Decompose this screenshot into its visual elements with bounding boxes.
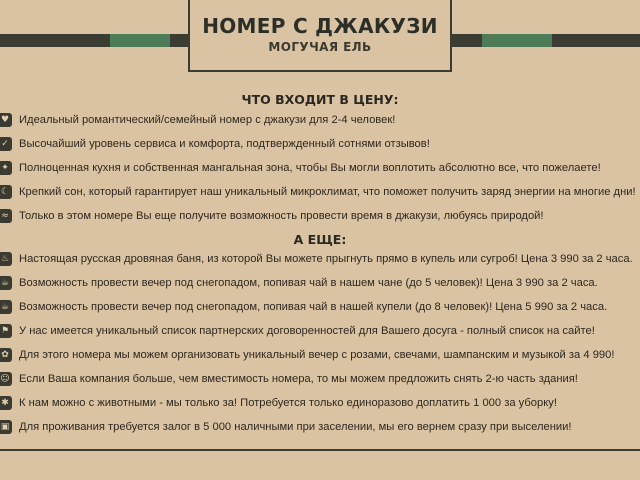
list-item bbox=[0, 322, 640, 340]
list-item-text: Для этого номера мы можем организовать уникальный вечер с розами, свечами, шампанским и музыкой за 4 990! bbox=[19, 349, 615, 361]
list-item bbox=[0, 207, 640, 225]
header-stripe-right bbox=[452, 34, 640, 47]
list-item bbox=[0, 346, 640, 364]
list-item bbox=[0, 250, 640, 268]
stripe-accent bbox=[110, 34, 170, 47]
list-item-text: У нас имеется уникальный список партнерских договоренностей для Вашего досуга - полный список на сайте! bbox=[19, 325, 595, 337]
list-item-text: Возможность провести вечер под снегопадом, попивая чай в нашей купели (до 8 человек)! Цена 5 990 за 2 часа. bbox=[19, 301, 608, 313]
thumbs-up-icon: ✓ bbox=[0, 137, 12, 151]
list-item bbox=[0, 370, 640, 388]
sleep-icon: ☾ bbox=[0, 185, 12, 199]
list-item-text: Возможность провести вечер под снегопадом, попивая чай в нашем чане (до 5 человек)! Цена 3 990 за 2 часа. bbox=[19, 277, 598, 289]
list-item-text: Для проживания требуется залог в 5 000 наличными при заселении, мы его вернем сразу при выселении! bbox=[19, 421, 572, 433]
group-icon: ☺ bbox=[0, 372, 12, 386]
kitchen-icon: ✦ bbox=[0, 161, 12, 175]
bottom-divider bbox=[0, 449, 640, 451]
heart-home-icon: ♥ bbox=[0, 113, 12, 127]
jacuzzi-icon: ≈ bbox=[0, 209, 12, 223]
header-stripe-left bbox=[0, 34, 188, 47]
list-item-text: Идеальный романтический/семейный номер с джакузи для 2-4 человек! bbox=[19, 114, 396, 126]
list-item-text: Только в этом номере Вы еще получите возможность провести время в джакузи, любуясь природой! bbox=[19, 210, 544, 222]
page-subtitle: МОГУЧАЯ ЕЛЬ bbox=[268, 40, 372, 54]
header-box bbox=[188, 0, 452, 72]
list-item bbox=[0, 274, 640, 292]
stripe-accent bbox=[482, 34, 552, 47]
paw-icon: ✱ bbox=[0, 396, 12, 410]
included-title: ЧТО ВХОДИТ В ЦЕНУ: bbox=[241, 92, 399, 107]
list-item bbox=[0, 418, 640, 436]
list-item-text: Крепкий сон, который гарантирует наш уникальный микроклимат, что поможет получить заряд энергии на многие дни! bbox=[19, 186, 636, 198]
bath-icon: ♨ bbox=[0, 252, 12, 266]
tea-icon: ☕ bbox=[0, 300, 12, 314]
tea-icon: ☕ bbox=[0, 276, 12, 290]
handshake-icon: ⚑ bbox=[0, 324, 12, 338]
list-item bbox=[0, 159, 640, 177]
list-item-text: Если Ваша компания больше, чем вместимость номера, то мы можем предложить снять 2-ю часть здания! bbox=[19, 373, 578, 385]
list-item-text: Настоящая русская дровяная баня, из которой Вы можете прыгнуть прямо в купель или сугроб! Цена 3 990 за 2 часа. bbox=[19, 253, 633, 265]
list-item bbox=[0, 183, 640, 201]
rose-icon: ✿ bbox=[0, 348, 12, 362]
list-item-text: Полноценная кухня и собственная мангальная зона, чтобы Вы могли воплотить абсолютно все, что пожелаете! bbox=[19, 162, 601, 174]
list-item-text: Высочайший уровень сервиса и комфорта, подтвержденный сотнями отзывов! bbox=[19, 138, 430, 150]
list-item bbox=[0, 135, 640, 153]
extras-title: А ЕЩЕ: bbox=[293, 232, 347, 247]
list-item bbox=[0, 298, 640, 316]
list-item bbox=[0, 111, 640, 129]
page-title: НОМЕР С ДЖАКУЗИ bbox=[202, 14, 438, 38]
wallet-icon: ▣ bbox=[0, 420, 12, 434]
list-item bbox=[0, 394, 640, 412]
list-item-text: К нам можно с животными - мы только за! Потребуется только единоразово доплатить 1 000 за уборку! bbox=[19, 397, 557, 409]
